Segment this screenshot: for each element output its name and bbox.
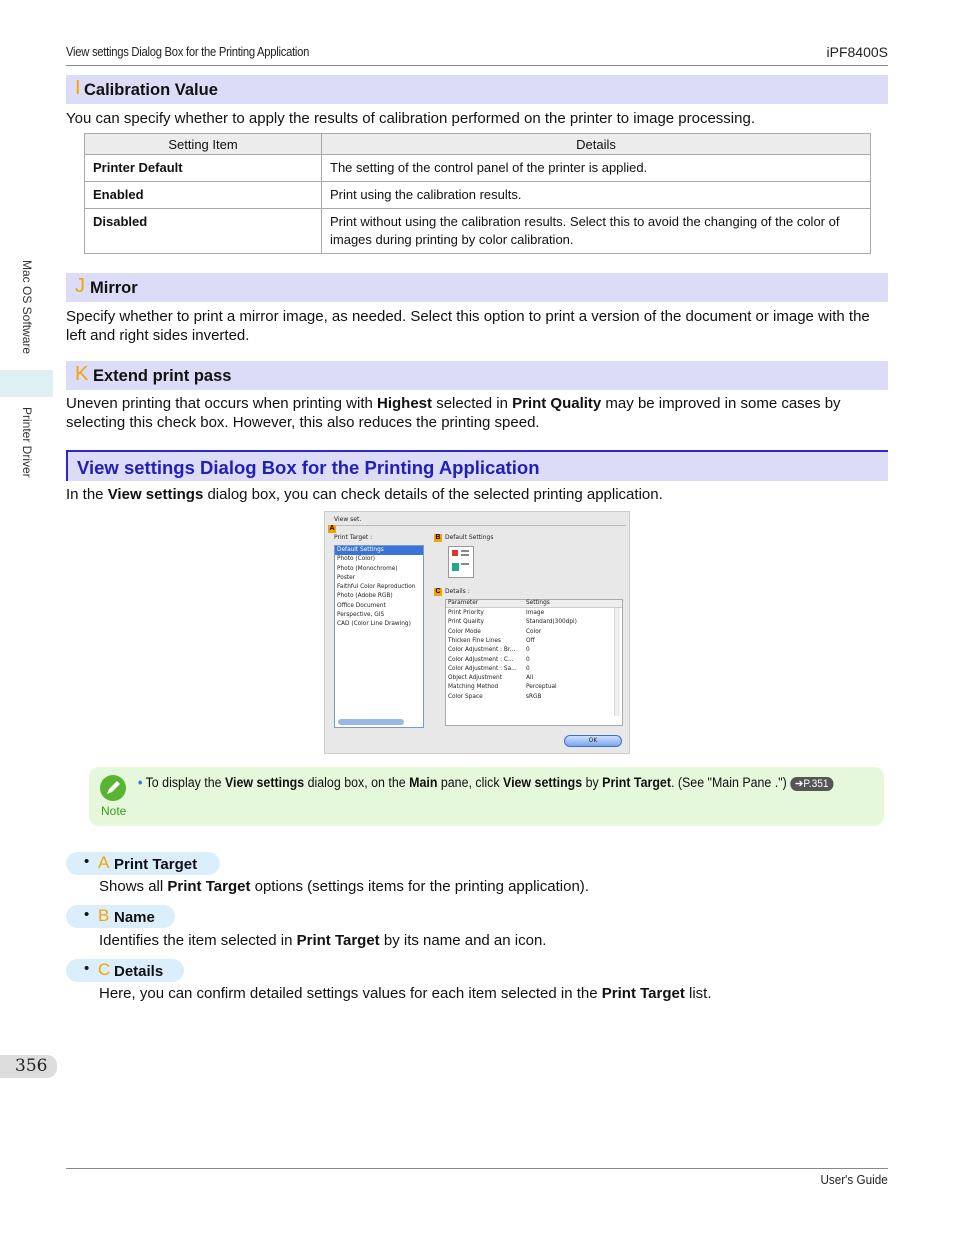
page-number: 356 <box>15 1056 48 1076</box>
item-description-print-target: Shows all Print Target options (settings items for the printing application). <box>99 878 589 895</box>
setting-details: Print using the calibration results. <box>322 182 871 209</box>
callout-a: A <box>329 525 335 532</box>
detail-setting-value: Perceptual <box>526 684 557 691</box>
detail-setting-value: 0 <box>526 665 530 672</box>
detail-setting-value: Color <box>526 628 542 635</box>
footer-title: User's Guide <box>820 1172 888 1187</box>
detail-parameter: Thicken Fine Lines <box>448 637 501 644</box>
item-heading-print-target: • A Print Target <box>66 852 220 875</box>
section-title: Extend print pass <box>93 367 232 385</box>
setting-item: Printer Default <box>85 155 322 182</box>
list-item[interactable]: Office Document <box>337 602 386 609</box>
view-settings-heading <box>66 450 888 481</box>
list-item[interactable]: CAD (Color Line Drawing) <box>337 621 411 628</box>
setting-details: Print without using the calibration results. Select this to avoid the changing of the color of images during printing by color calibration. <box>322 209 871 254</box>
detail-parameter: Matching Method <box>448 684 499 691</box>
sidebar-chapter-label: Printer Driver <box>20 407 34 478</box>
section-heading-mirror <box>66 273 888 302</box>
section-letter: I <box>75 77 81 99</box>
sidebar-section-label: Mac OS Software <box>20 260 34 355</box>
detail-setting-value: 0 <box>526 647 530 654</box>
detail-parameter: Color Adjustment : C... <box>448 656 514 663</box>
detail-parameter: Print Quality <box>448 619 484 626</box>
ok-button[interactable]: OK <box>564 735 622 747</box>
view-settings-title: View settings Dialog Box for the Printing Application <box>77 457 540 478</box>
list-item[interactable]: Photo (Color) <box>337 556 376 563</box>
print-target-label: Print Target : <box>334 534 373 541</box>
item-heading-name: • B Name <box>66 905 175 928</box>
details-list <box>445 599 623 726</box>
detail-setting-value: sRGB <box>526 693 542 700</box>
column-header-settings: Settings <box>526 600 550 606</box>
item-description-name: Identifies the item selected in Print Target by its name and an icon. <box>99 932 547 949</box>
document-icon <box>448 546 474 578</box>
header-rule <box>66 65 888 66</box>
column-header-setting-item: Setting Item <box>85 134 322 155</box>
note-label: Note <box>101 804 127 818</box>
callout-c: C <box>435 588 441 595</box>
section-letter: K <box>75 363 89 385</box>
detail-parameter: Object Adjustment <box>448 675 503 682</box>
section-title: Mirror <box>90 279 138 297</box>
section-heading-calibration <box>66 75 888 104</box>
column-header-details: Details <box>322 134 871 155</box>
note-text: • To display the View settings dialog box, on the Main pane, click View settings by Print Target. (See "Main Pane .") ➔P.351 <box>138 775 833 791</box>
detail-parameter: Color Space <box>448 693 483 700</box>
mirror-description: Specify whether to print a mirror image, as needed. Select this option to print a version of the document or image with the left and right sides inverted. <box>66 308 870 344</box>
calibration-table <box>84 133 871 254</box>
default-settings-label: Default Settings <box>445 534 494 541</box>
item-heading-details: • C Details <box>66 959 184 982</box>
column-header-parameter: Parameter <box>448 600 479 606</box>
page-reference-link[interactable]: ➔P.351 <box>790 777 833 791</box>
table-row <box>85 209 871 254</box>
table-row <box>85 182 871 209</box>
list-item[interactable]: Photo (Monochrome) <box>337 565 398 572</box>
list-scrollbar[interactable] <box>338 719 404 725</box>
list-item[interactable]: Photo (Adobe RGB) <box>337 593 393 600</box>
detail-parameter: Color Adjustment : Sa... <box>448 665 517 672</box>
list-item[interactable]: Faithful Color Reproduction <box>337 584 416 591</box>
note-box <box>89 767 884 826</box>
calibration-intro: You can specify whether to apply the results of calibration performed on the printer to image processing. <box>66 110 755 127</box>
detail-parameter: Color Adjustment : Br... <box>448 647 516 654</box>
view-settings-intro: In the View settings dialog box, you can check details of the selected printing application. <box>66 486 663 503</box>
footer-rule <box>66 1168 888 1169</box>
pencil-icon <box>100 775 126 801</box>
setting-item: Enabled <box>85 182 322 209</box>
detail-parameter: Print Priority <box>448 610 484 616</box>
detail-setting-value: 0 <box>526 656 530 663</box>
detail-setting-value: All <box>526 675 534 682</box>
details-scrollbar[interactable] <box>614 608 620 716</box>
setting-item: Disabled <box>85 209 322 254</box>
extend-print-pass-description: Uneven printing that occurs when printing with Highest selected in Print Quality may be improved in some cases by selecting this check box. However, this also reduces the printing speed. <box>66 395 841 431</box>
setting-details: The setting of the control panel of the printer is applied. <box>322 155 871 182</box>
view-settings-dialog-screenshot <box>324 511 630 754</box>
detail-parameter: Color Mode <box>448 628 481 635</box>
print-target-list[interactable] <box>334 545 424 728</box>
model-name: iPF8400S <box>826 44 888 60</box>
list-item[interactable]: Poster <box>337 574 356 581</box>
list-item[interactable]: Perspective, GIS <box>337 612 385 619</box>
running-header-title: View settings Dialog Box for the Printing Application <box>66 45 310 59</box>
dialog-title: View set. <box>334 516 362 523</box>
detail-setting-value: Standard(300dpi) <box>526 619 577 626</box>
item-description-details: Here, you can confirm detailed settings values for each item selected in the Print Target list. <box>99 985 712 1002</box>
sidebar-highlight <box>0 370 53 397</box>
table-row <box>85 155 871 182</box>
list-item[interactable]: Default Settings <box>335 546 423 555</box>
section-letter: J <box>75 275 85 297</box>
callout-b: B <box>435 534 441 541</box>
details-label: Details : <box>445 588 470 595</box>
detail-setting-value: Image <box>526 610 545 616</box>
section-heading-extend-print-pass <box>66 361 888 390</box>
detail-setting-value: Off <box>526 637 535 644</box>
section-title: Calibration Value <box>84 81 218 99</box>
